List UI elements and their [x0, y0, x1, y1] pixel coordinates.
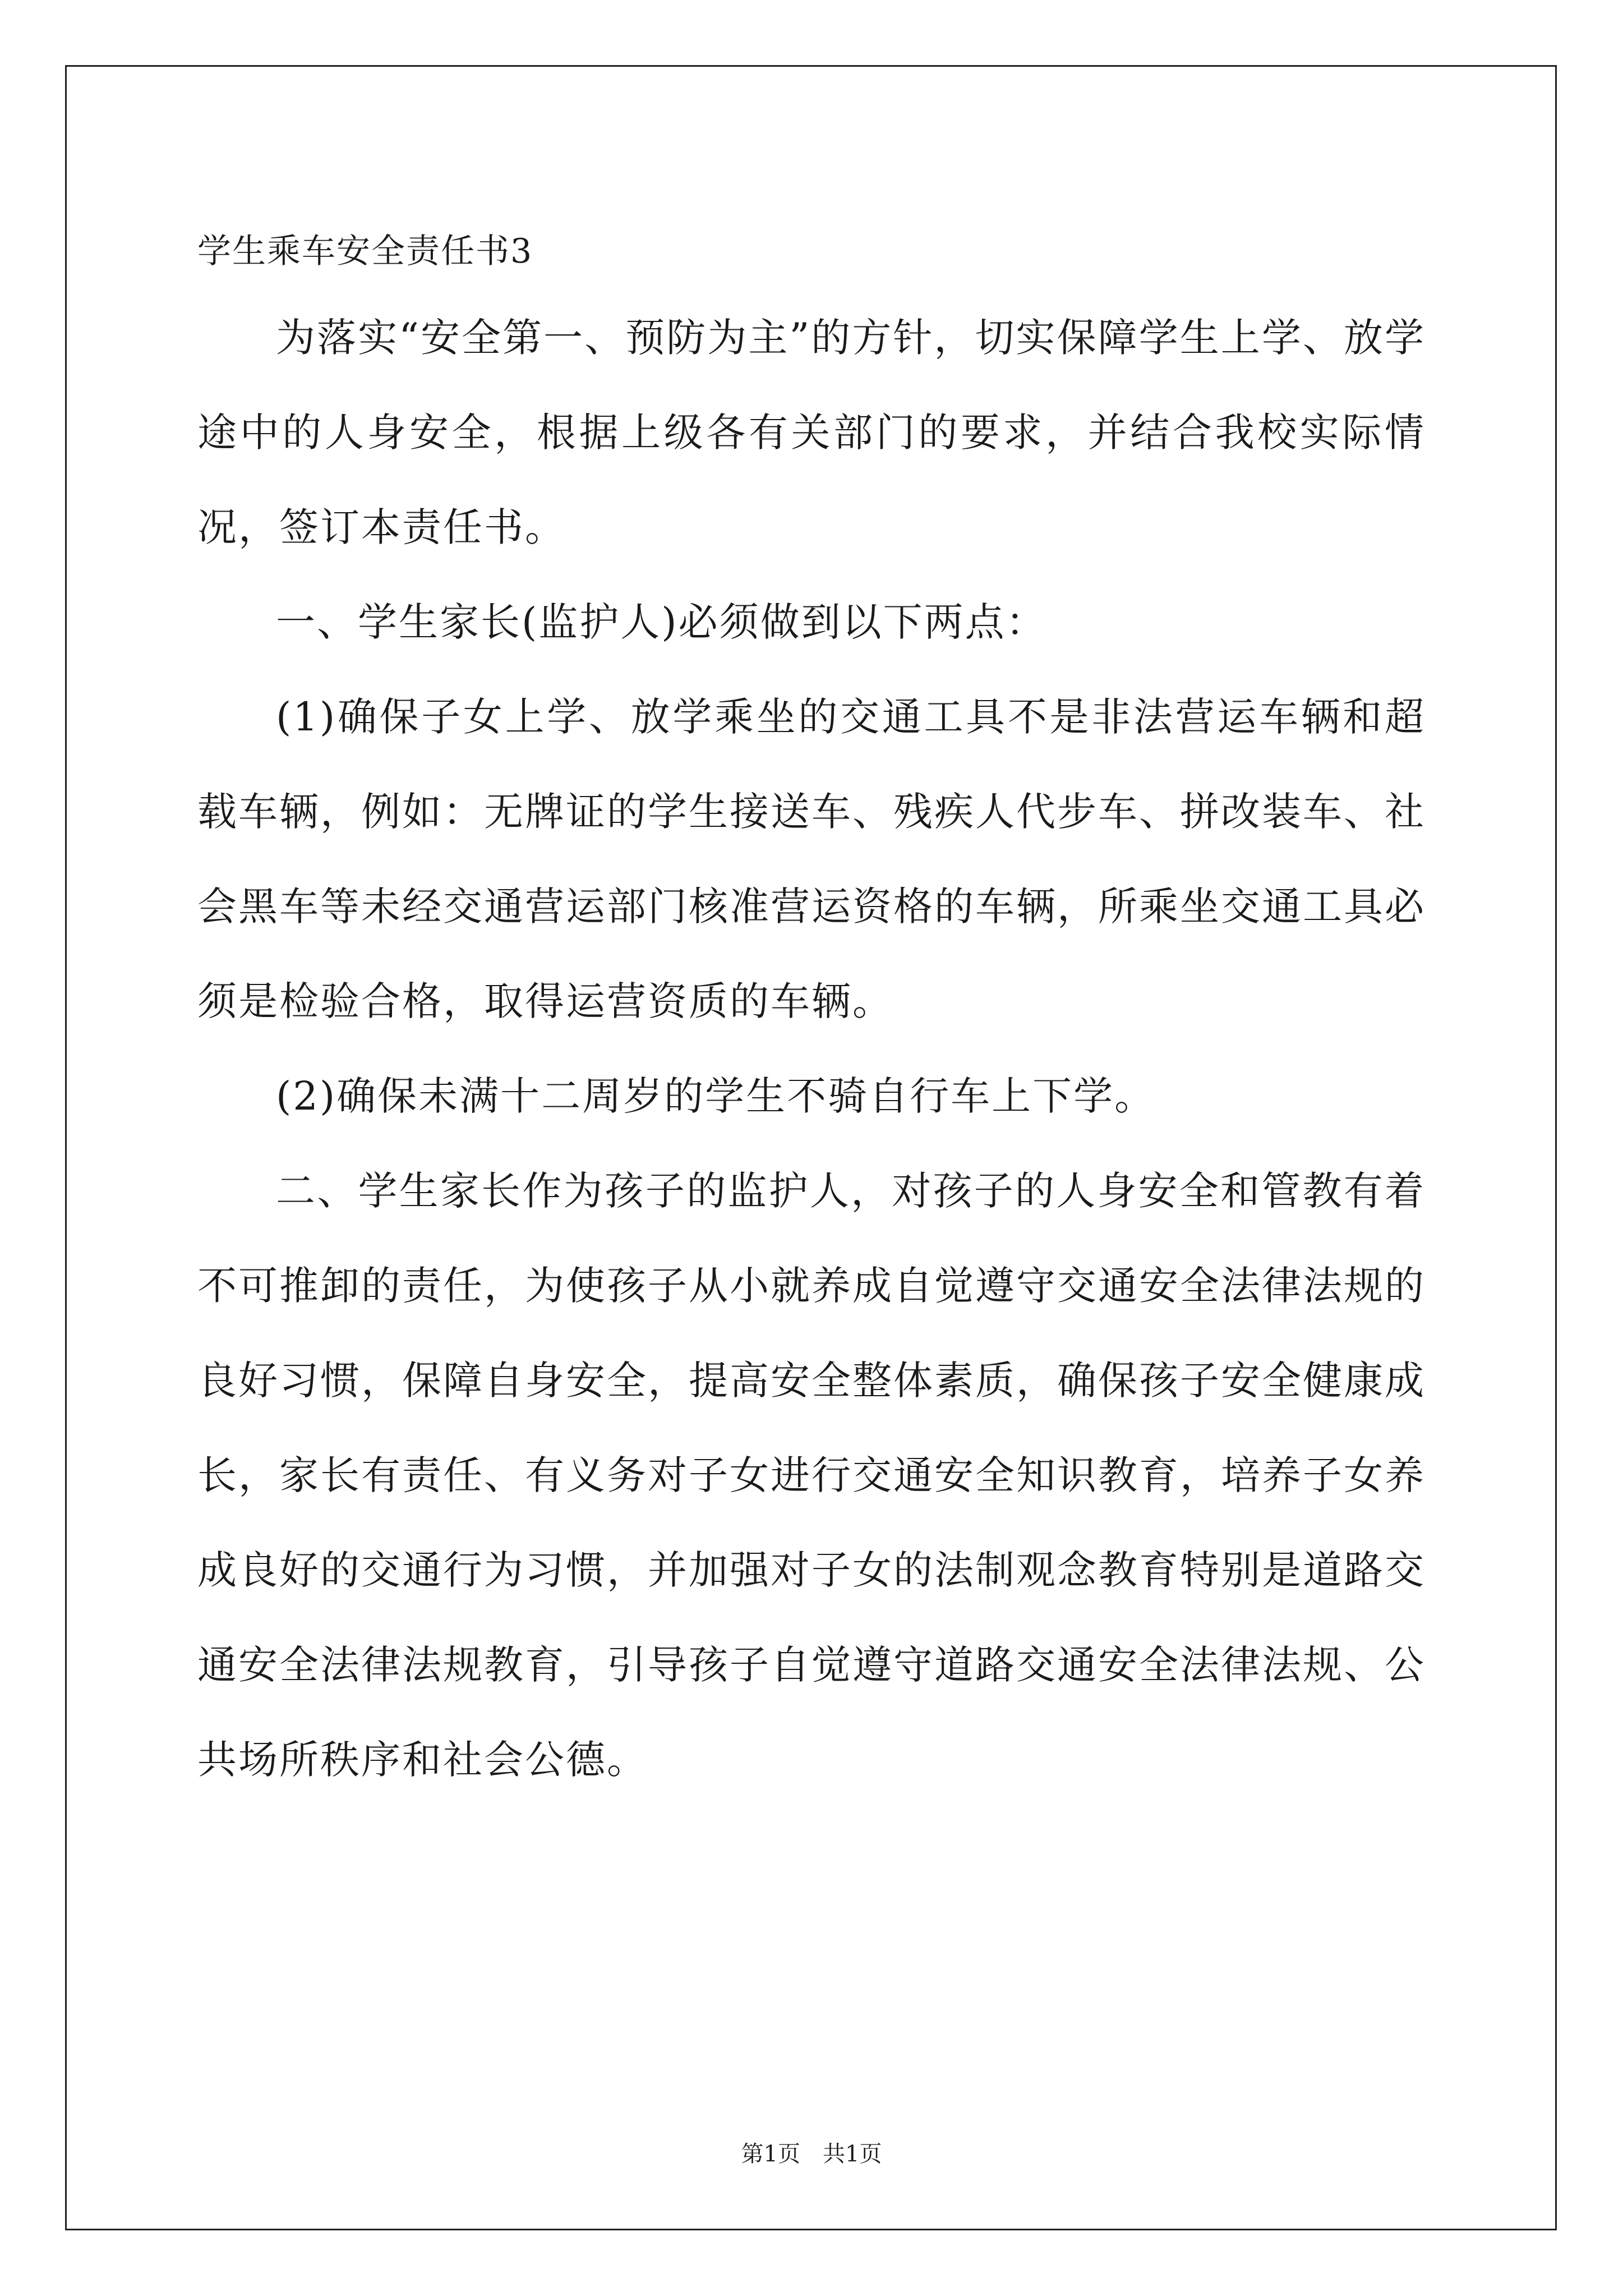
document-title: 学生乘车安全责任书3 — [197, 232, 533, 271]
page-footer — [0, 2137, 1623, 2171]
document-body — [197, 218, 1426, 1807]
paragraph-item-2: (2)确保未满十二周岁的学生不骑自行车上下学。 — [276, 1073, 1156, 1119]
paragraph-intro: 为落实“安全第一、预防为主”的方针，切实保障学生上学、放学途中的人身安全，根据上级各有关部门的要求，并结合我校实际情况，签订本责任书。 — [197, 315, 1426, 550]
page-number-current: 第1页 — [741, 2141, 800, 2167]
paragraph-item-1: (1)确保子女上学、放学乘坐的交通工具不是非法营运车辆和超载车辆，例如：无牌证的学生接送车、残疾人代步车、拼改装车、社会黑车等未经交通营运部门核准营运资格的车辆，所乘坐交通工具必须是检验合格，取得运营资质的车辆。 — [197, 694, 1426, 1024]
paragraph-section-two: 二、学生家长作为孩子的监护人，对孩子的人身安全和管教有着不可推卸的责任，为使孩子从小就养成自觉遵守交通安全法律法规的良好习惯，保障自身安全，提高安全整体素质，确保孩子安全健康成长，家长有责任、有义务对子女进行交通安全知识教育，培养子女养成良好的交通行为习惯，并加强对子女的法制观念教育特别是道路交通安全法律法规教育，引导孩子自觉遵守道路交通安全法律法规、公共场所秩序和社会公德。 — [197, 1168, 1426, 1783]
paragraph-section-one-heading: 一、学生家长(监护人)必须做到以下两点： — [276, 599, 1047, 645]
page-number-total: 共1页 — [823, 2141, 882, 2167]
